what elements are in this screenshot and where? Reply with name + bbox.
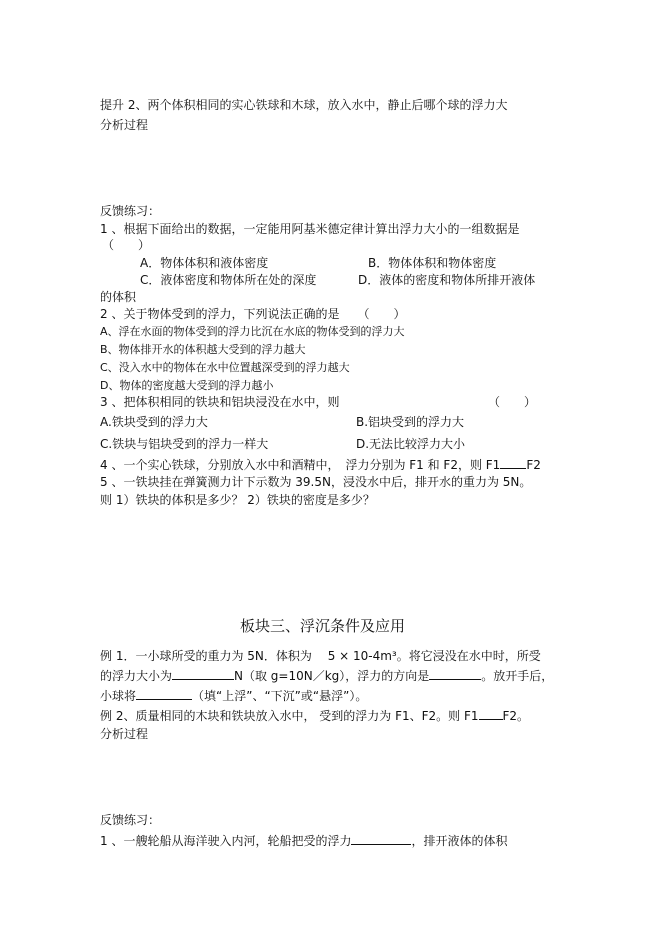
q2-option-b: B、物体排开水的体积越大受到的浮力越大 (100, 343, 306, 356)
feedback-q1-text-b: ，排开液体的体积 (411, 834, 508, 848)
q1-stem: 1 、根据下面给出的数据，一定能用阿基米德定律计算出浮力大小的一组数据是 (100, 222, 520, 236)
analysis-label: 分析过程 (100, 118, 149, 132)
q1-answer-paren: （ ） (102, 238, 151, 252)
feedback-heading: 反馈练习： (100, 204, 161, 218)
q1-option-d: D．液体的密度和物体所排开液体 (358, 273, 536, 287)
q1-option-a: A．物体体积和液体密度 (140, 256, 269, 270)
q4-text: 4 、一个实心铁球，分别放入水中和酒精中， 浮力分别为 F1 和 F2，则 F1 (100, 458, 501, 472)
improvement-2-question: 提升 2、两个体积相同的实心铁球和木球，放入水中，静止后哪个球的浮力大 (100, 98, 508, 112)
example-1-text-e: （填“上浮”、“下沉”或“悬浮”）。 (192, 689, 368, 703)
q3-option-d: D.无法比较浮力大小 (356, 437, 466, 451)
feedback-q1-text-a: 1 、一艘轮船从海洋驶入内河，轮船把受的浮力 (100, 834, 352, 848)
example-1-text-d: 小球将 (100, 689, 137, 703)
example-1-line-3 (100, 688, 367, 704)
section-3-title: 板块三、浮沉条件及应用 (240, 617, 406, 635)
example-2-text-end: F2。 (502, 709, 530, 723)
q3-stem: 3 、把体积相同的铁块和铝块浸没在水中，则 (100, 395, 340, 409)
analysis-label-2: 分析过程 (100, 727, 149, 741)
q1-option-d-continued: 的体积 (100, 290, 137, 304)
example-1-line-2 (100, 668, 553, 684)
force-direction-blank (429, 668, 481, 680)
example-1-line-1: 例 1．一小球所受的重力为 5N．体积为 5 × 10-4m³。将它浸没在水中时，所受 (100, 649, 541, 663)
q3-option-c: C.铁块与铝块受到的浮力一样大 (100, 437, 269, 451)
q5-subquestions: 则 1）铁块的体积是多少？ 2）铁块的密度是多少？ (100, 493, 375, 507)
q3-option-b: B.铝块受到的浮力大 (356, 415, 465, 429)
example-1-text-c: 。放开手后， (481, 669, 554, 683)
q2-stem: 2 、关于物体受到的浮力，下列说法正确的是 （ ） (100, 307, 406, 321)
q2-option-d: D、物体的密度越大受到的浮力越小 (100, 379, 274, 392)
q2-option-c: C、没入水中的物体在水中位置越深受到的浮力越大 (100, 361, 350, 374)
example-1-text-b: N（取 g=10N／kg），浮力的方向是 (234, 669, 430, 683)
buoyant-force-blank (172, 668, 234, 680)
q1-option-b: B．物体体积和物体密度 (368, 256, 497, 270)
example-1-text-a: 的浮力大小为 (100, 669, 173, 683)
feedback-q1-blank (351, 833, 411, 845)
feedback-q1-line (100, 833, 507, 849)
example-2-text: 例 2、质量相同的木块和铁块放入水中， 受到的浮力为 F1、F2。则 F1 (100, 709, 479, 723)
q3-answer-paren: （ ） (488, 395, 537, 409)
q4-text-end: F2 (526, 458, 541, 472)
ball-motion-blank (136, 688, 192, 700)
q4-answer-blank (500, 457, 526, 469)
q4-line (100, 457, 541, 473)
q2-option-a: A、浮在水面的物体受到的浮力比沉在水底的物体受到的浮力大 (100, 325, 405, 338)
q5-stem: 5 、一铁块挂在弹簧测力计下示数为 39.5N，浸没水中后，排开水的重力为 5N。 (100, 475, 532, 489)
example-2-blank (479, 708, 503, 720)
feedback-heading-2: 反馈练习： (100, 813, 161, 827)
example-2-line (100, 708, 529, 724)
q3-option-a: A.铁块受到的浮力大 (100, 415, 208, 429)
q1-option-c: C．液体密度和物体所在处的深度 (140, 273, 317, 287)
